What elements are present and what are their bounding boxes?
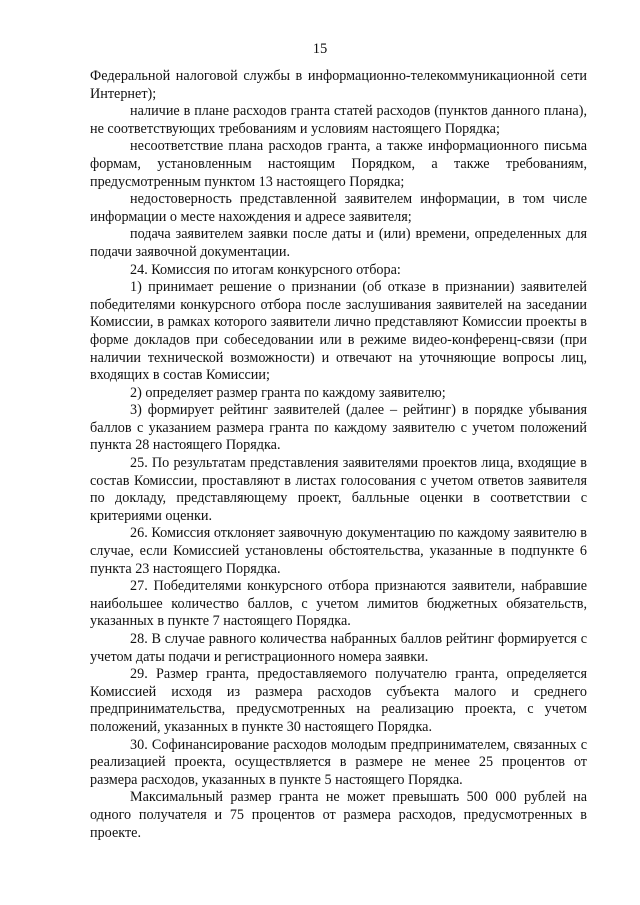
paragraph: 27. Победителями конкурсного отбора признаются заявители, набравшие наибольшее количество баллов, с учетом лимитов бюджетных обязательств, указанных в пункте 7 настоящего Порядка. (90, 578, 587, 630)
paragraph: 26. Комиссия отклоняет заявочную документацию по каждому заявителю в случае, если Комиссией установлены обстоятельства, указанные в подпункте 6 пункта 23 настоящего Порядка. (90, 525, 587, 577)
paragraph: несоответствие плана расходов гранта, а также информационного письма формам, установленным настоящим Порядком, а также требованиям, предусмотренным пунктом 13 настоящего Порядка; (90, 138, 587, 190)
document-body (90, 68, 587, 842)
paragraph: 3) формирует рейтинг заявителей (далее – рейтинг) в порядке убывания баллов с указанием размера гранта по каждому заявителю с учетом положений пункта 28 настоящего Порядка. (90, 402, 587, 454)
paragraph: наличие в плане расходов гранта статей расходов (пунктов данного плана), не соответствующих требованиям и условиям настоящего Порядка; (90, 103, 587, 137)
paragraph: 30. Софинансирование расходов молодым предпринимателем, связанных с реализацией проекта, осуществляется в размере не менее 25 процентов от размера расходов, указанных в пункте 5 настоящего Порядка. (90, 736, 587, 788)
paragraph: 1) принимает решение о признании (об отказе в признании) заявителей победителями конкурсного отбора после заслушивания заявителей на заседании Комиссии, в рамках которого заявители лично представляют Комиссии проекты в форме докладов при собеседовании или в режиме видео-конференц-связи (при наличии технической возможности) и отвечают на уточняющие вопросы лиц, входящих в состав Комиссии; (90, 279, 587, 384)
paragraph: 25. По результатам представления заявителями проектов лица, входящие в состав Комиссии, проставляют в листах голосования с учетом ответов заявителя по докладу, представляющему проект, балльные оценки в соответствии с критериями оценки. (90, 455, 587, 524)
page-number: 15 (312, 41, 328, 57)
paragraph: подача заявителем заявки после даты и (или) времени, определенных для подачи заявочной документации. (90, 226, 587, 260)
paragraph: 29. Размер гранта, предоставляемого получателю гранта, определяется Комиссией исходя из размера расходов субъекта малого и среднего предпринимательства, предусмотренных на реализацию проекта, с учетом положений, указанных в пункте 30 настоящего Порядка. (90, 666, 587, 735)
paragraph: Максимальный размер гранта не может превышать 500 000 рублей на одного получателя и 75 процентов от размера расходов, предусмотренных в проекте. (90, 789, 587, 841)
paragraph: 28. В случае равного количества набранных баллов рейтинг формируется с учетом даты подачи и регистрационного номера заявки. (90, 631, 587, 665)
paragraph: Федеральной налоговой службы в информационно-телекоммуникационной сети Интернет); (90, 68, 587, 102)
paragraph: 24. Комиссия по итогам конкурсного отбора: (130, 261, 401, 278)
paragraph: 2) определяет размер гранта по каждому заявителю; (130, 384, 446, 401)
paragraph: недостоверность представленной заявителем информации, в том числе информации о месте нахождения и адресе заявителя; (90, 191, 587, 225)
